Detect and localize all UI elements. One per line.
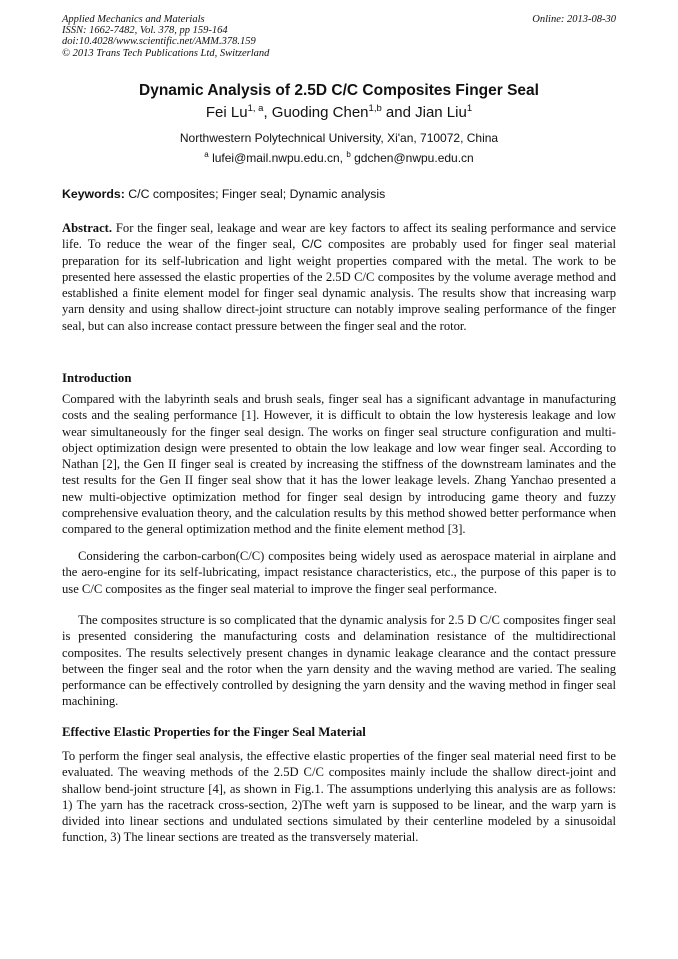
doi-line: doi:10.4028/www.scientific.net/AMM.378.159 [62, 36, 256, 48]
author-name: Guoding Chen [271, 104, 369, 121]
email-mark: a [204, 150, 209, 159]
affiliation: Northwestern Polytechnical University, Xi'an, 710072, China [179, 131, 499, 145]
introduction-paragraph: The composites structure is so complicated that the dynamic analysis for 2.5 D C/C composites finger seal is presented considering the manufacturing costs and delamination resistance of the multidirectional composites. The results selectively present changes in dynamic leakage clearance and the contact pressure between the finger seal and the rotor when the yarn density and the waving method are varied. The sealing performance can be effectively controlled by designing the yarn density and the waving method in finger seal machining. [62, 613, 616, 709]
author-list [62, 104, 616, 121]
author-affiliation-mark: 1 [466, 103, 473, 114]
keywords-label: Keywords: [62, 187, 125, 201]
copyright-line: © 2013 Trans Tech Publications Ltd, Switzerland [62, 47, 270, 59]
abstract-text: For the finger seal, leakage and wear are key factors to affect its sealing performance and service life. To reduce the wear of the finger seal, [62, 221, 616, 252]
section-paragraph: To perform the finger seal analysis, the effective elastic properties of the finger seal material need first to be evaluated. The weaving methods of the 2.5D C/C composites mainly include the shallow direct-joint and shallow bend-joint structure [4], as shown in Fig.1. The assumptions underlying this analysis are as follows: 1) The yarn has the racetrack cross-section, 2)The weft yarn is supposed to be linear, and the warp yarn is divided into linear sections and undulated sections simulated by their centerline modeled by a sinusoidal function, 3) The linear sections are treated as the transversely material. [62, 749, 616, 845]
email-address: gdchen@nwpu.edu.cn [350, 151, 474, 165]
introduction-paragraph: Compared with the labyrinth seals and brush seals, finger seal has a significant advantage in manufacturing costs and the sealing performance [1]. However, it is difficult to obtain the low hysteresis leakage and low wear simultaneously for the finger seal design. The works on finger seal structure configuration and multi-object optimization design were presented to obtain the low leakage and low wear finger seal. According to Nathan [2], the Gen II finger seal is created by increasing the stiffness of the downstream laminates and the test results for the Gen II finger seal show that it has the lower leakage levels. Zhang Yanchao presented a new multi-objective optimization method for finger seal design by introducing game theory and fuzzy comprehensive evaluation theory, and the calculation results by this method showed better performance when compared to the general optimization method and the finite element method [3]. [62, 392, 616, 537]
author-affiliation-mark: 1, a [247, 103, 264, 114]
journal-name: Applied Mechanics and Materials [62, 14, 205, 25]
email-mark: b [346, 150, 351, 159]
author-name: Fei Lu [205, 104, 248, 121]
section-heading: Effective Elastic Properties for the Finger Seal Material [62, 725, 366, 739]
author-separator: , [263, 104, 272, 121]
author-name: Jian Liu [415, 104, 467, 121]
abstract-cc-term: C/C [301, 237, 323, 252]
abstract [62, 220, 616, 334]
abstract-label: Abstract. [62, 221, 113, 235]
paper-title: Dynamic Analysis of 2.5D C/C Composites Finger Seal [139, 82, 539, 99]
author-separator: and [381, 104, 416, 121]
introduction-heading: Introduction [62, 371, 132, 385]
keywords [62, 187, 616, 201]
journal-header [62, 14, 616, 59]
author-affiliation-mark: 1,b [368, 103, 382, 114]
introduction-paragraph: Considering the carbon-carbon(C/C) composites being widely used as aerospace material in airplane and the aero-engine for its self-lubricating, impact resistance characteristics, etc., the purpose of this paper is to use C/C composites as the finger seal material to improve the finger seal performance. [62, 549, 616, 596]
abstract-text: composites are probably used for finger seal material preparation for its self-lubrication and light weight properties compared with the metal. The work to be presented here assessed the elastic properties of the 2.5D C/C composites by the volume average method and established a finite element model for finger seal dynamic analysis. The results show that increasing warp yarn density and using shallow direct-joint structure can notably improve sealing performance of the finger seal, but can also increase contact pressure between the finger seal and the rotor. [62, 237, 617, 333]
keywords-text: C/C composites; Finger seal; Dynamic analysis [124, 187, 386, 201]
online-date: Online: 2013-08-30 [532, 14, 616, 25]
email-address: lufei@mail.nwpu.edu.cn, [208, 151, 347, 165]
issn-line: ISSN: 1662-7482, Vol. 378, pp 159-164 [62, 25, 228, 37]
author-emails [62, 151, 616, 165]
